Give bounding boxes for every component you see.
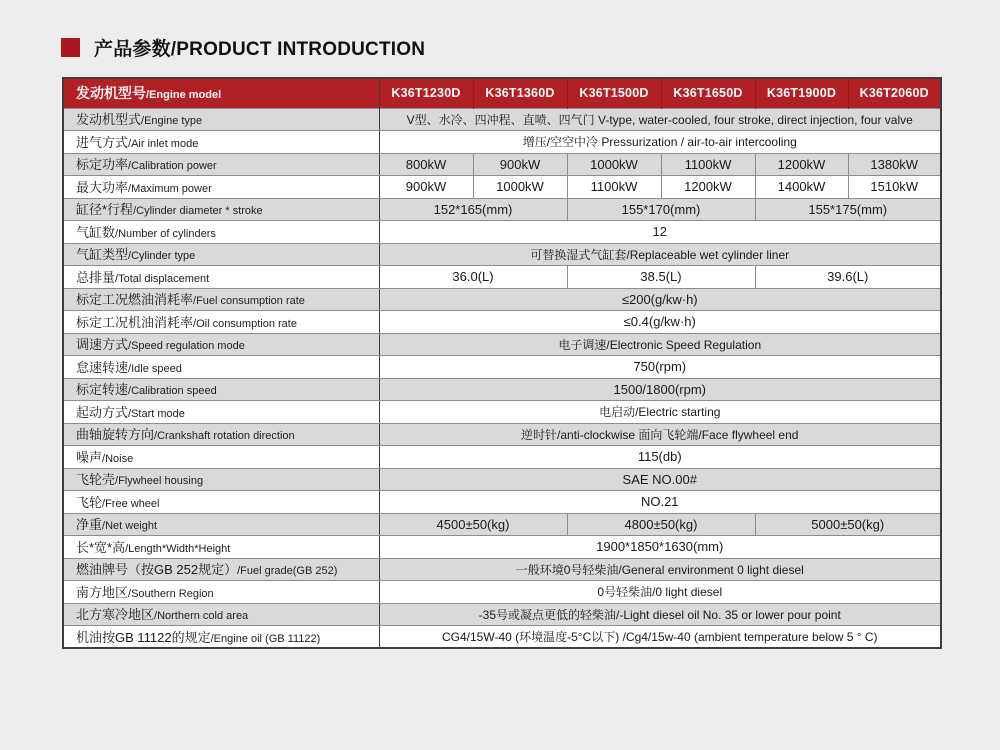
spec-value: 1200kW <box>755 153 848 176</box>
spec-value: 1380kW <box>848 153 941 176</box>
spec-value: 115(db) <box>379 446 941 469</box>
spec-label <box>63 198 379 221</box>
spec-label <box>63 243 379 266</box>
header-label-en: /Engine model <box>146 89 222 102</box>
spec-value: 1200kW <box>661 176 755 199</box>
table-row-crankshaft-rotation <box>63 423 941 446</box>
label-zh: 北方寒冷地区 <box>76 607 155 623</box>
label-zh: 缸径*行程 <box>76 202 134 218</box>
spec-label <box>63 446 379 469</box>
table-row-engine-type <box>63 108 941 131</box>
table-row-net-weight <box>63 513 941 536</box>
spec-value: 电子调速/Electronic Speed Regulation <box>379 333 941 356</box>
spec-value: NO.21 <box>379 491 941 514</box>
spec-value: 1000kW <box>567 153 661 176</box>
label-zh: 机油按GB 11122的规定 <box>76 629 211 645</box>
label-en: /Maximum power <box>128 182 212 195</box>
spec-label <box>63 311 379 334</box>
table-row-northern-cold-area <box>63 603 941 626</box>
label-zh: 总排量 <box>76 269 116 285</box>
spec-label <box>63 468 379 491</box>
spec-value: 增压/空空中冷 Pressurization / air-to-air intercooling <box>379 131 941 154</box>
label-zh: 长*宽*高 <box>76 539 126 555</box>
spec-label <box>63 333 379 356</box>
label-zh: 曲轴旋转方向 <box>76 427 155 443</box>
spec-value: 可替换湿式气缸套/Replaceable wet cylinder liner <box>379 243 941 266</box>
label-zh: 怠速转速 <box>76 359 129 375</box>
label-en: /Engine type <box>141 115 203 128</box>
header-model-k36t1500d: K36T1500D <box>567 78 661 108</box>
label-zh: 燃油牌号（按GB 252规定） <box>76 562 238 578</box>
label-en: /Flywheel housing <box>115 475 204 488</box>
label-zh: 调速方式 <box>76 337 129 353</box>
spec-value: 4800±50(kg) <box>567 513 755 536</box>
label-en: /Engine oil (GB 11122) <box>210 632 321 645</box>
spec-label <box>63 288 379 311</box>
header-model-k36t1360d: K36T1360D <box>473 78 567 108</box>
label-en: /Crankshaft rotation direction <box>154 430 295 443</box>
label-zh: 标定工况机油消耗率 <box>76 314 194 330</box>
label-en: /Cylinder diameter * stroke <box>133 205 263 218</box>
spec-value: 4500±50(kg) <box>379 513 567 536</box>
spec-label <box>63 603 379 626</box>
spec-label <box>63 378 379 401</box>
table-row-calibration-power <box>63 153 941 176</box>
spec-label <box>63 401 379 424</box>
header-model-k36t1230d: K36T1230D <box>379 78 473 108</box>
table-row-fuel-consumption <box>63 288 941 311</box>
label-zh: 气缸数 <box>76 224 116 240</box>
spec-value: 1900*1850*1630(mm) <box>379 536 941 559</box>
spec-label <box>63 581 379 604</box>
spec-label <box>63 423 379 446</box>
table-row-displacement <box>63 266 941 289</box>
label-en: /Cylinder type <box>128 250 196 263</box>
spec-label <box>63 221 379 244</box>
spec-label <box>63 513 379 536</box>
header-model-k36t2060d: K36T2060D <box>848 78 941 108</box>
label-en: /Southern Region <box>128 587 214 600</box>
table-row-calibration-speed <box>63 378 941 401</box>
label-en: /Calibration power <box>128 160 217 173</box>
spec-value: 12 <box>379 221 941 244</box>
table-row-idle-speed <box>63 356 941 379</box>
label-zh: 标定功率 <box>76 157 129 173</box>
label-en: /Length*Width*Height <box>125 542 231 555</box>
table-row-southern-region <box>63 581 941 604</box>
table-row-dimensions <box>63 536 941 559</box>
spec-label <box>63 153 379 176</box>
spec-value: 750(rpm) <box>379 356 941 379</box>
spec-label <box>63 558 379 581</box>
spec-label <box>63 536 379 559</box>
table-row-cylinder-stroke <box>63 198 941 221</box>
spec-value: V型、水冷、四冲程、直喷、四气门 V-type, water-cooled, four stroke, direct injection, four valve <box>379 108 941 131</box>
label-zh: 南方地区 <box>76 584 129 600</box>
table-row-engine-oil <box>63 626 941 649</box>
label-zh: 进气方式 <box>76 134 129 150</box>
table-row-start-mode <box>63 401 941 424</box>
spec-value: 1500/1800(rpm) <box>379 378 941 401</box>
spec-value: 1100kW <box>661 153 755 176</box>
label-en: /Number of cylinders <box>115 227 216 240</box>
engine-spec-table <box>62 77 942 649</box>
table-row-noise <box>63 446 941 469</box>
spec-value: 电启动/Electric starting <box>379 401 941 424</box>
spec-value: 155*170(mm) <box>567 198 755 221</box>
spec-label <box>63 131 379 154</box>
spec-value: 1100kW <box>567 176 661 199</box>
spec-value: 1510kW <box>848 176 941 199</box>
spec-value: CG4/15W-40 (环境温度-5°C以下) /Cg4/15w-40 (ambient temperature below 5 ° C) <box>379 626 941 649</box>
label-en: /Total displacement <box>115 272 210 285</box>
label-zh: 起动方式 <box>76 404 129 420</box>
header-model-k36t1650d: K36T1650D <box>661 78 755 108</box>
table-row-speed-regulation <box>63 333 941 356</box>
label-zh: 发动机型式 <box>76 112 142 128</box>
label-en: /Northern cold area <box>154 610 249 623</box>
label-en: /Start mode <box>128 407 185 420</box>
label-zh: 飞轮壳 <box>76 472 116 488</box>
spec-value: 900kW <box>379 176 473 199</box>
spec-label <box>63 266 379 289</box>
header-model-k36t1900d: K36T1900D <box>755 78 848 108</box>
label-en: /Idle speed <box>128 362 182 375</box>
spec-value: 900kW <box>473 153 567 176</box>
page-title: 产品参数/PRODUCT INTRODUCTION <box>94 39 426 60</box>
spec-value: 155*175(mm) <box>755 198 941 221</box>
spec-label <box>63 176 379 199</box>
spec-label <box>63 626 379 649</box>
table-header-row <box>63 78 941 108</box>
header-engine-model-label <box>63 78 379 108</box>
section-title <box>61 34 425 61</box>
spec-value: 0号轻柴油/0 light diesel <box>379 581 941 604</box>
label-zh: 噪声 <box>76 449 103 465</box>
table-row-free-wheel <box>63 491 941 514</box>
spec-value: 36.0(L) <box>379 266 567 289</box>
spec-value: 38.5(L) <box>567 266 755 289</box>
spec-value: ≤200(g/kw·h) <box>379 288 941 311</box>
table-row-cylinder-count <box>63 221 941 244</box>
spec-value: SAE NO.00# <box>379 468 941 491</box>
spec-value: 一般环境0号轻柴油/General environment 0 light diesel <box>379 558 941 581</box>
table-row-flywheel-housing <box>63 468 941 491</box>
label-zh: 标定转速 <box>76 382 129 398</box>
spec-value: 5000±50(kg) <box>755 513 941 536</box>
table-row-cylinder-type <box>63 243 941 266</box>
table-row-air-inlet <box>63 131 941 154</box>
label-en: /Net weight <box>102 520 158 533</box>
spec-value: 逆时针/anti-clockwise 面向飞轮端/Face flywheel end <box>379 423 941 446</box>
spec-value: 800kW <box>379 153 473 176</box>
label-en: /Oil consumption rate <box>193 317 297 330</box>
label-zh: 净重 <box>76 517 103 533</box>
spec-value: 1400kW <box>755 176 848 199</box>
label-zh: 最大功率 <box>76 179 129 195</box>
label-en: /Fuel consumption rate <box>193 295 305 308</box>
table-row-oil-consumption <box>63 311 941 334</box>
label-en: /Fuel grade(GB 252) <box>237 565 338 578</box>
label-zh: 标定工况燃油消耗率 <box>76 292 194 308</box>
label-en: /Speed regulation mode <box>128 340 245 353</box>
table-row-fuel-grade <box>63 558 941 581</box>
spec-label <box>63 356 379 379</box>
spec-value: 152*165(mm) <box>379 198 567 221</box>
label-zh: 气缸类型 <box>76 247 129 263</box>
spec-value: 39.6(L) <box>755 266 941 289</box>
red-square-bullet-icon <box>61 38 80 57</box>
spec-label <box>63 108 379 131</box>
spec-value: ≤0.4(g/kw·h) <box>379 311 941 334</box>
label-en: /Free wheel <box>102 497 160 510</box>
spec-value: -35号或凝点更低的轻柴油/-Light diesel oil No. 35 or lower pour point <box>379 603 941 626</box>
label-zh: 飞轮 <box>76 494 103 510</box>
label-en: /Air inlet mode <box>128 137 199 150</box>
table-row-maximum-power <box>63 176 941 199</box>
spec-label <box>63 491 379 514</box>
header-label-zh: 发动机型号 <box>76 85 146 102</box>
label-en: /Calibration speed <box>128 385 217 398</box>
label-en: /Noise <box>102 452 134 465</box>
spec-value: 1000kW <box>473 176 567 199</box>
